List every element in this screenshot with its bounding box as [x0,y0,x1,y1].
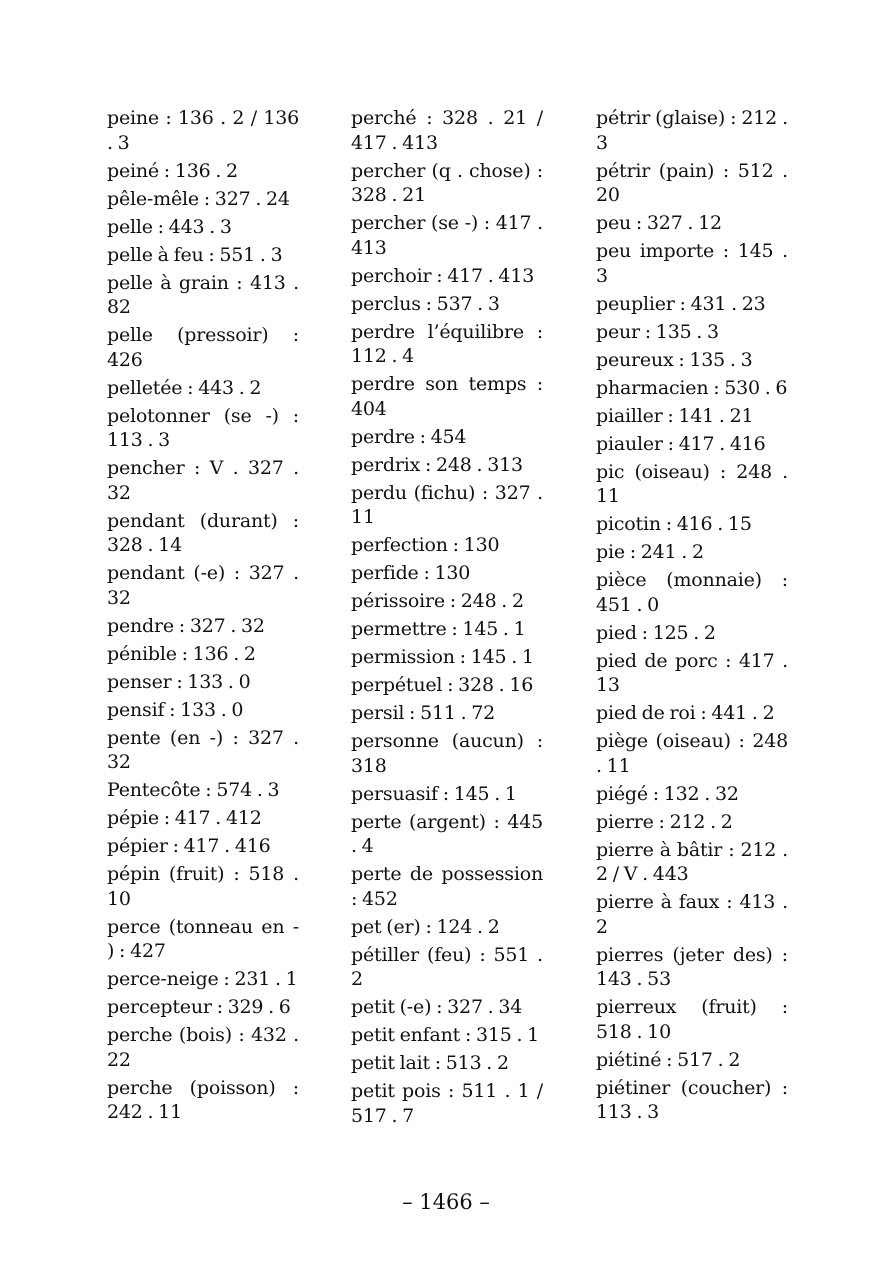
index-entry: pendant (durant) : 328 . 14 [107,509,299,556]
index-entry: perdre son temps : 404 [351,373,543,420]
index-entry: pelotonner (se -) : 113 . 3 [107,404,299,451]
index-entry: pendant (-e) : 327 . 32 [107,562,299,609]
index-entry: pelle à feu : 551 . 3 [107,243,283,266]
index-entry: perche (bois) : 432 . 22 [107,1024,299,1071]
index-entry: pierre à faux : 413 . 2 [596,891,788,938]
index-entry: pierreux (fruit) : 518 . 10 [596,996,788,1043]
index-entry: pelletée : 443 . 2 [107,376,262,399]
index-entry: perclus : 537 . 3 [351,292,500,315]
index-entry: personne (aucun) : 318 [351,730,543,777]
index-entry: pic (oiseau) : 248 . 11 [596,460,788,507]
index-entry: perché : 328 . 21 / 417 . 413 [351,107,543,154]
index-entry: petit (-e) : 327 . 34 [351,996,523,1018]
index-entry: peine : 136 . 2 / 136 . 3 [107,107,299,154]
index-entry: pierres (jeter des) : 143 . 53 [596,943,788,990]
index-entry: peuplier : 431 . 23 [596,292,766,315]
index-entry: périssoire : 248 . 2 [351,590,524,612]
index-entry: petit lait : 513 . 2 [351,1052,509,1074]
index-entry: pétrir (glaise) : 212 . 3 [596,107,788,154]
index-entry: picotin : 416 . 15 [596,513,752,535]
index-entry: percepteur : 329 . 6 [107,996,291,1018]
index-entry: peiné : 136 . 2 [107,159,238,182]
index-entry: peu : 327 . 12 [596,212,722,234]
index-entry: Pentecôte : 574 . 3 [107,779,280,801]
index-entry: perfection : 130 [351,534,500,556]
index-entry: persuasif : 145 . 1 [351,782,517,805]
index-entry: persil : 511 . 72 [351,702,496,724]
index-entry: perdre l’équilibre : 112 . 4 [351,320,543,367]
index-column-1 [107,106,299,1128]
index-entry: piégé : 132 . 32 [596,782,739,805]
index-entry: pelle à grain : 413 . 82 [107,271,299,318]
index-entry: piège (oiseau) : 248 . 11 [596,730,788,777]
index-entry: percher (se -) : 417 . 413 [351,212,543,259]
index-column-2 [351,106,543,1132]
index-column-3 [596,106,788,1128]
index-entry: piétiner (coucher) : 113 . 3 [596,1076,788,1123]
index-entry: pépier : 417 . 416 [107,835,271,857]
index-entry: perfide : 130 [351,562,471,584]
index-entry: perce-neige : 231 . 1 [107,968,298,990]
index-entry: piailler : 141 . 21 [596,404,754,427]
index-entry: permission : 145 . 1 [351,646,534,668]
index-entry: pelle (pressoir) : 426 [107,324,299,371]
index-entry: pépie : 417 . 412 [107,807,262,829]
index-entry: pierre : 212 . 2 [596,810,733,833]
index-entry: pie : 241 . 2 [596,541,704,563]
index-entry: petit enfant : 315 . 1 [351,1024,540,1046]
index-entry: peu importe : 145 . 3 [596,240,788,287]
index-entry: perte de possession : 452 [351,863,543,910]
index-entry: pharmacien : 530 . 6 [596,376,788,399]
index-entry: percher (q . chose) : 328 . 21 [351,159,543,206]
index-entry: pet (er) : 124 . 2 [351,915,500,938]
index-entry: piauler : 417 . 416 [596,432,766,455]
index-entry: petit pois : 511 . 1 / 517 . 7 [351,1080,543,1127]
index-entry: pensif : 133 . 0 [107,698,244,721]
index-entry: pétiller (feu) : 551 . 2 [351,943,543,990]
index-entry: pied de roi : 441 . 2 [596,702,775,724]
index-entry: pièce (monnaie) : 451 . 0 [596,569,788,616]
index-entry: pierre à bâtir : 212 . 2 / V . 443 [596,838,788,885]
index-entry: pénible : 136 . 2 [107,642,256,665]
index-entry: pendre : 327 . 32 [107,614,265,637]
index-entry: piétiné : 517 . 2 [596,1048,741,1071]
index-entry: perpétuel : 328 . 16 [351,674,534,696]
index-entry: pente (en -) : 327 . 32 [107,726,299,773]
index-entry: perte (argent) : 445 . 4 [351,810,543,857]
index-entry: pelle : 443 . 3 [107,215,232,238]
index-entry: peur : 135 . 3 [596,320,719,343]
index-entry: perdre : 454 [351,425,467,448]
index-entry: perche (poisson) : 242 . 11 [107,1076,299,1123]
index-entry: pencher : V . 327 . 32 [107,457,299,504]
index-entry: pépin (fruit) : 518 . 10 [107,863,299,910]
index-entry: permettre : 145 . 1 [351,618,526,640]
index-entry: pied de porc : 417 . 13 [596,649,788,696]
index-entry: pétrir (pain) : 512 . 20 [596,159,788,206]
index-entry: perchoir : 417 . 413 [351,264,535,287]
index-entry: pêle-mêle : 327 . 24 [107,187,290,210]
page-number: – 1466 – [402,1190,490,1214]
index-entry: perdrix : 248 . 313 [351,453,523,476]
index-entry: perce (tonneau en - ) : 427 [107,915,299,962]
index-entry: pied : 125 . 2 [596,621,716,644]
index-entry: perdu (fichu) : 327 . 11 [351,481,543,528]
index-entry: penser : 133 . 0 [107,670,251,693]
index-entry: peureux : 135 . 3 [596,348,753,371]
